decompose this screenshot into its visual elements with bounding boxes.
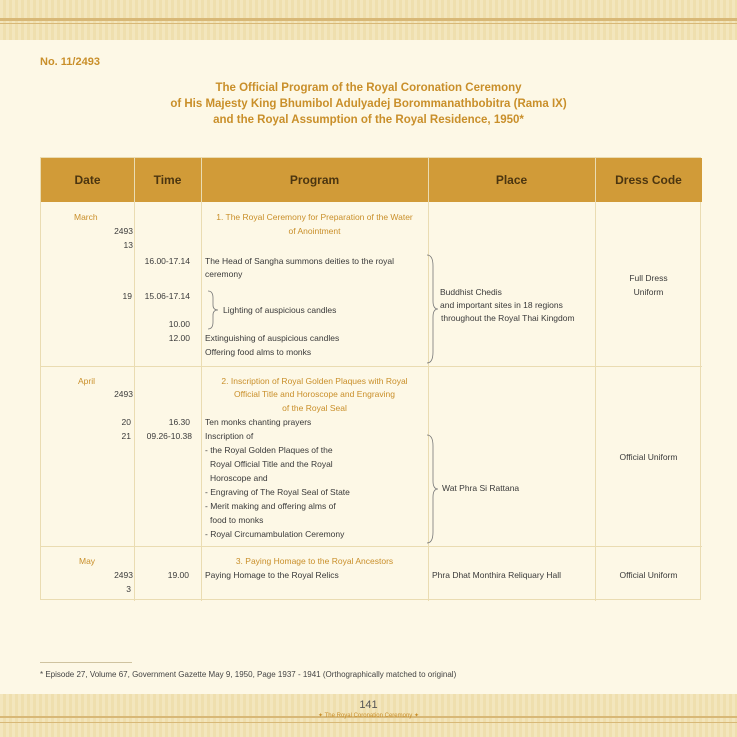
column-divider [595,158,596,601]
diamond-icon: ✦ [412,713,419,719]
place-cell: Phra Dhat Monthira Reliquary Hall [432,570,561,580]
running-footer [0,712,737,719]
date-day: 19 [122,291,132,301]
dress-code-cell: Uniform [633,287,664,297]
program-item: - the Royal Golden Plaques of the [205,445,333,455]
row-divider [41,366,702,367]
document-number: No. 11/2493 [40,56,100,68]
program-heading: of Anointment [288,226,341,236]
program-item: Royal Official Title and the Royal [210,459,333,469]
time-cell: 16.30 [168,417,190,427]
row-divider [41,546,702,547]
program-item: Paying Homage to the Royal Relics [205,570,339,580]
footnote-rule [40,662,132,663]
dress-code-cell: Official Uniform [619,452,678,462]
program-heading: Official Title and Horoscope and Engraving [234,389,395,399]
dress-code-cell: Official Uniform [619,570,678,580]
date-year: 2493 [114,570,133,580]
header-time: Time [153,173,182,187]
program-item: - Engraving of The Royal Seal of State [205,487,350,497]
header-program: Program [289,173,340,187]
program-item: - Royal Circumambulation Ceremony [205,529,345,539]
table-header [41,158,702,202]
time-cell: 10.00 [168,319,190,329]
header-date: Date [74,173,101,187]
program-heading: of the Royal Seal [282,403,347,413]
column-divider [134,158,135,601]
bottom-rule-thin [0,722,737,723]
page-number: 141 [359,699,378,711]
title-line-2: of His Majesty King Bhumibol Adulyadej Borommanathbobitra (Rama IX) [170,98,567,110]
program-item: Offering food alms to monks [205,347,312,357]
program-item: Ten monks chanting prayers [205,417,312,427]
program-item: Inscription of [205,431,254,441]
program-item: Horoscope and [210,473,268,483]
brace-icon [206,290,220,330]
title-line-3: and the Royal Assumption of the Royal Residence, 1950* [213,114,524,126]
program-item: The Head of Sangha summons deities to the royal [205,256,394,266]
date-month: May [79,556,96,566]
program-item: food to monks [210,515,264,525]
date-month: April [78,376,96,386]
date-day: 13 [123,240,133,250]
title-line-1: The Official Program of the Royal Coronation Ceremony [215,82,522,94]
place-cell: and important sites in 18 regions [440,300,563,310]
place-cell: Buddhist Chedis [440,287,502,297]
header-place: Place [495,173,528,187]
date-day: 3 [126,584,131,594]
program-item: Extinguishing of auspicious candles [205,333,340,343]
time-cell: 09.26-10.38 [146,431,192,441]
program-heading: 3. Paying Homage to the Royal Ancestors [235,556,394,566]
brace-icon [425,254,439,364]
program-heading: 1. The Royal Ceremony for Preparation of the Water [216,212,413,222]
place-cell: throughout the Royal Thai Kingdom [441,313,575,323]
program-item: ceremony [205,269,243,279]
time-cell: 12.00 [168,333,190,343]
brace-icon [425,434,439,544]
top-rule [0,18,737,21]
running-footer-label: The Royal Coronation Ceremony [324,713,413,719]
diamond-icon: ✦ [317,713,325,719]
program-heading: 2. Inscription of Royal Golden Plaques with Royal [221,376,408,386]
program-table [40,157,701,600]
date-month: March [74,212,98,222]
dress-code-cell: Full Dress [629,273,668,283]
place-cell: Wat Phra Si Rattana [442,483,520,493]
time-cell: 15.06-17.14 [144,291,190,301]
top-rule-thin [0,23,737,24]
date-day: 20 [121,417,131,427]
program-item: Lighting of auspicious candles [223,305,337,315]
page-title [60,80,677,128]
program-item: - Merit making and offering alms of [205,501,336,511]
date-year: 2493 [114,226,133,236]
header-dress-code: Dress Code [615,173,682,187]
time-cell: 19.00 [167,570,189,580]
time-cell: 16.00-17.14 [144,256,190,266]
date-day: 21 [121,431,131,441]
footnote: * Episode 27, Volume 67, Government Gazette May 9, 1950, Page 1937 - 1941 (Orthographically matched to original) [40,670,457,679]
date-year: 2493 [114,389,133,399]
